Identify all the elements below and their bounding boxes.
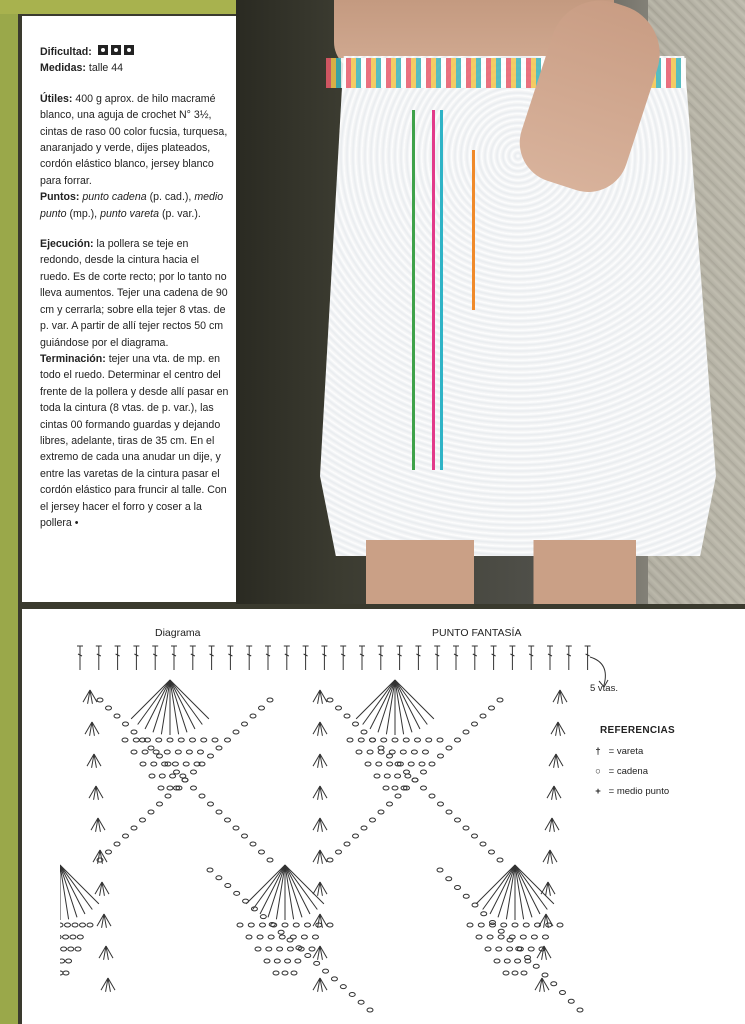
reference-vareta: † = vareta: [590, 746, 643, 757]
instructions-panel: [22, 16, 236, 602]
puntos-t4: (mp.),: [69, 207, 98, 220]
rows-note: 5 vtas.: [590, 683, 618, 694]
puntos-t1: punto cadena: [82, 191, 147, 204]
crochet-skirt: [320, 56, 716, 556]
measures-value: talle 44: [88, 62, 124, 75]
puntos-t2: (p. cad.),: [149, 191, 192, 204]
reference-medio-punto: + = medio punto: [590, 786, 669, 797]
utiles-text: 400 g aprox. de hilo macramé blanco, una aguja de crochet N° 3½, cintas de raso 00 color fucsia, turquesa, anaranjado y verde, dijes plateados, cordón elástico blanco, jersey blanco para forrar.: [40, 92, 228, 187]
instructions-text: [40, 44, 230, 539]
ejecucion-text: la pollera se teje en redondo, desde la cintura hacia el ruedo. Es de corte recto; por lo tanto no lleva aumentos. Tejer una cadena de 90 cm y cerrarla; sobre ella tejer 8 vtas. de p. var. A partir de allí tejer rectos 50 cm guiándose por el diagrama.: [40, 238, 228, 349]
diagram-title: Diagrama: [155, 627, 201, 639]
left-green-strip: [0, 0, 18, 1024]
puntos-t5: punto vareta: [100, 207, 159, 220]
vareta-symbol-icon: †: [595, 746, 601, 757]
medio-punto-symbol-icon: +: [595, 786, 601, 797]
ribbon-orange: [472, 150, 475, 310]
cadena-symbol-icon: ○: [595, 766, 601, 777]
crochet-diagram: [60, 640, 600, 1015]
skirt-photo: [236, 0, 745, 604]
pattern-name: PUNTO FANTASÍA: [432, 627, 522, 639]
top-green-band: [0, 0, 236, 14]
puntos-t6: (p. var.).: [161, 207, 201, 220]
reference-cadena: ○ = cadena: [590, 766, 648, 777]
rows-arrow-icon: [588, 655, 618, 695]
references-title: REFERENCIAS: [600, 725, 675, 736]
utiles-label: Útiles:: [40, 92, 73, 105]
puntos-t3: medio punto: [40, 191, 224, 220]
ejecucion-label: Ejecución:: [40, 238, 94, 251]
puntos-label: Puntos:: [40, 191, 80, 204]
ribbon-green: [412, 110, 415, 470]
measures-label: Medidas:: [40, 62, 86, 75]
model-legs: [366, 540, 636, 604]
difficulty-label: Dificultad:: [40, 46, 92, 58]
difficulty-rating-icon: [95, 44, 134, 60]
ribbon-turquoise: [440, 110, 443, 470]
ribbon-fuchsia: [432, 110, 435, 470]
terminacion-text: tejer una vta. de mp. en todo el ruedo. Determinar el centro del frente de la pollera y desde allí pasar en toda la cintura (8 vtas. de p. var.), las cintas 00 formando guardas y dejando libres, adelante, tiras de 35 cm. En el extremo de cada una anudar un dije, y entre las varetas de la cintura pasar el cordón elástico para fruncir al talle. Con el jersey hacer el forro y coser a la pollera •: [40, 352, 229, 529]
terminacion-label: Terminación:: [40, 352, 106, 365]
